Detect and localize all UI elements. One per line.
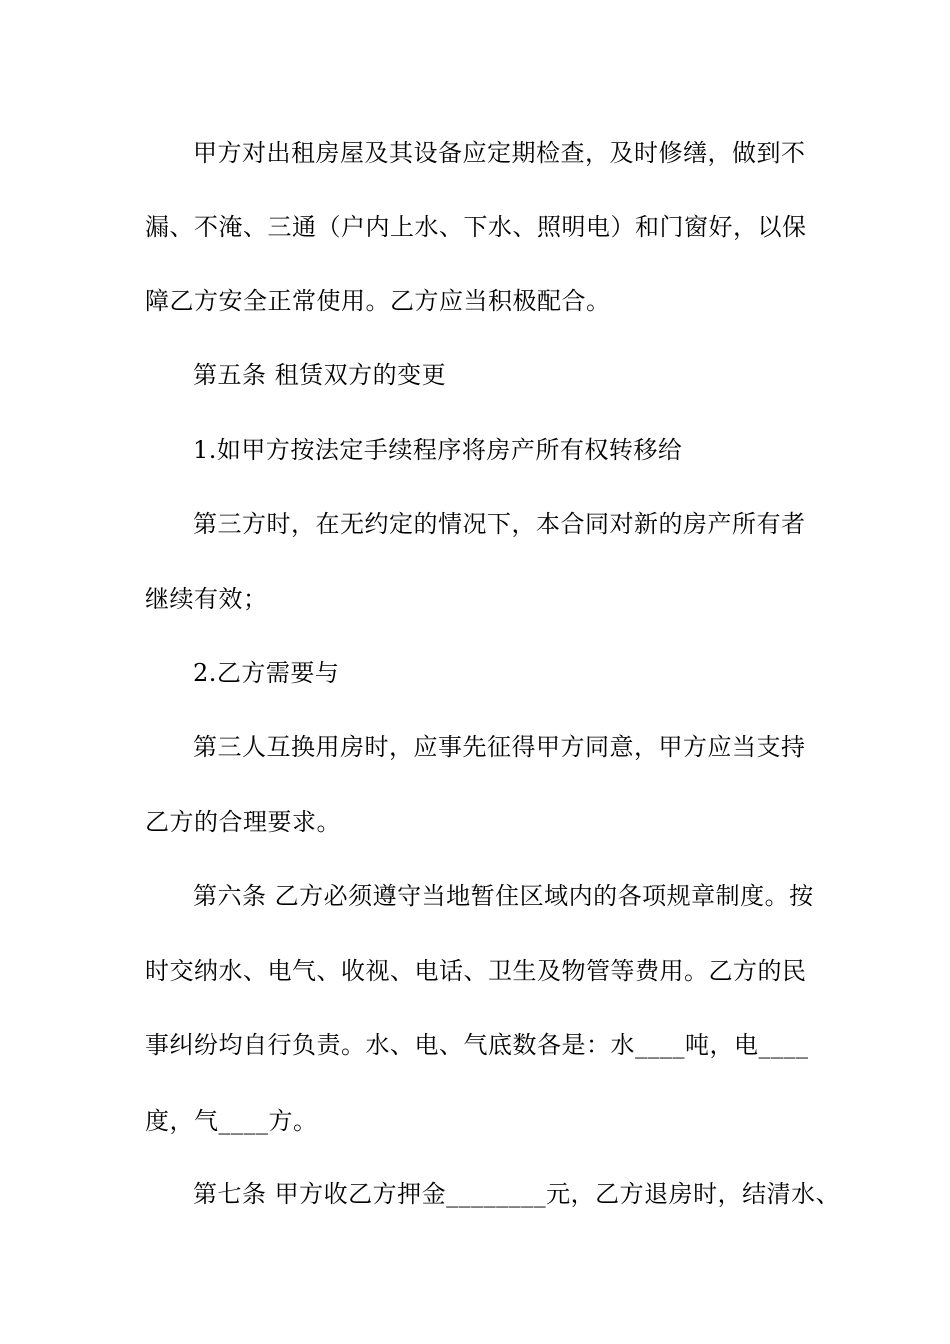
- paragraph-line-3: 障乙方安全正常使用。乙方应当积极配合。: [145, 287, 611, 315]
- paragraph-line-10: 乙方的合理要求。: [145, 808, 341, 836]
- section-heading-7: 第七条 甲方收乙方押金________元，乙方退房时，结清水、: [193, 1180, 841, 1208]
- paragraph-line-6: 第三方时，在无约定的情况下，本合同对新的房产所有者: [193, 510, 806, 538]
- paragraph-line-12: 时交纳水、电气、收视、电话、卫生及物管等费用。乙方的民: [145, 957, 807, 985]
- paragraph-line-2: 漏、不淹、三通（户内上水、下水、照明电）和门窗好，以保: [145, 213, 807, 241]
- clause-item-2: 2.乙方需要与: [193, 659, 340, 687]
- paragraph-line-1: 甲方对出租房屋及其设备应定期检查，及时修缮，做到不: [193, 139, 806, 167]
- paragraph-line-14: 度，气____方。: [145, 1107, 318, 1135]
- paragraph-line-7: 继续有效；: [145, 585, 268, 613]
- paragraph-line-13: 事纠纷均自行负责。水、电、气底数各是：水____吨，电____: [145, 1031, 809, 1059]
- paragraph-line-9: 第三人互换用房时，应事先征得甲方同意，甲方应当支持: [193, 733, 806, 761]
- section-heading-5: 第五条 租赁双方的变更: [193, 361, 447, 389]
- section-heading-6: 第六条 乙方必须遵守当地暂住区域内的各项规章制度。按: [193, 882, 814, 910]
- clause-item-1: 1.如甲方按法定手续程序将房产所有权转移给: [193, 436, 683, 464]
